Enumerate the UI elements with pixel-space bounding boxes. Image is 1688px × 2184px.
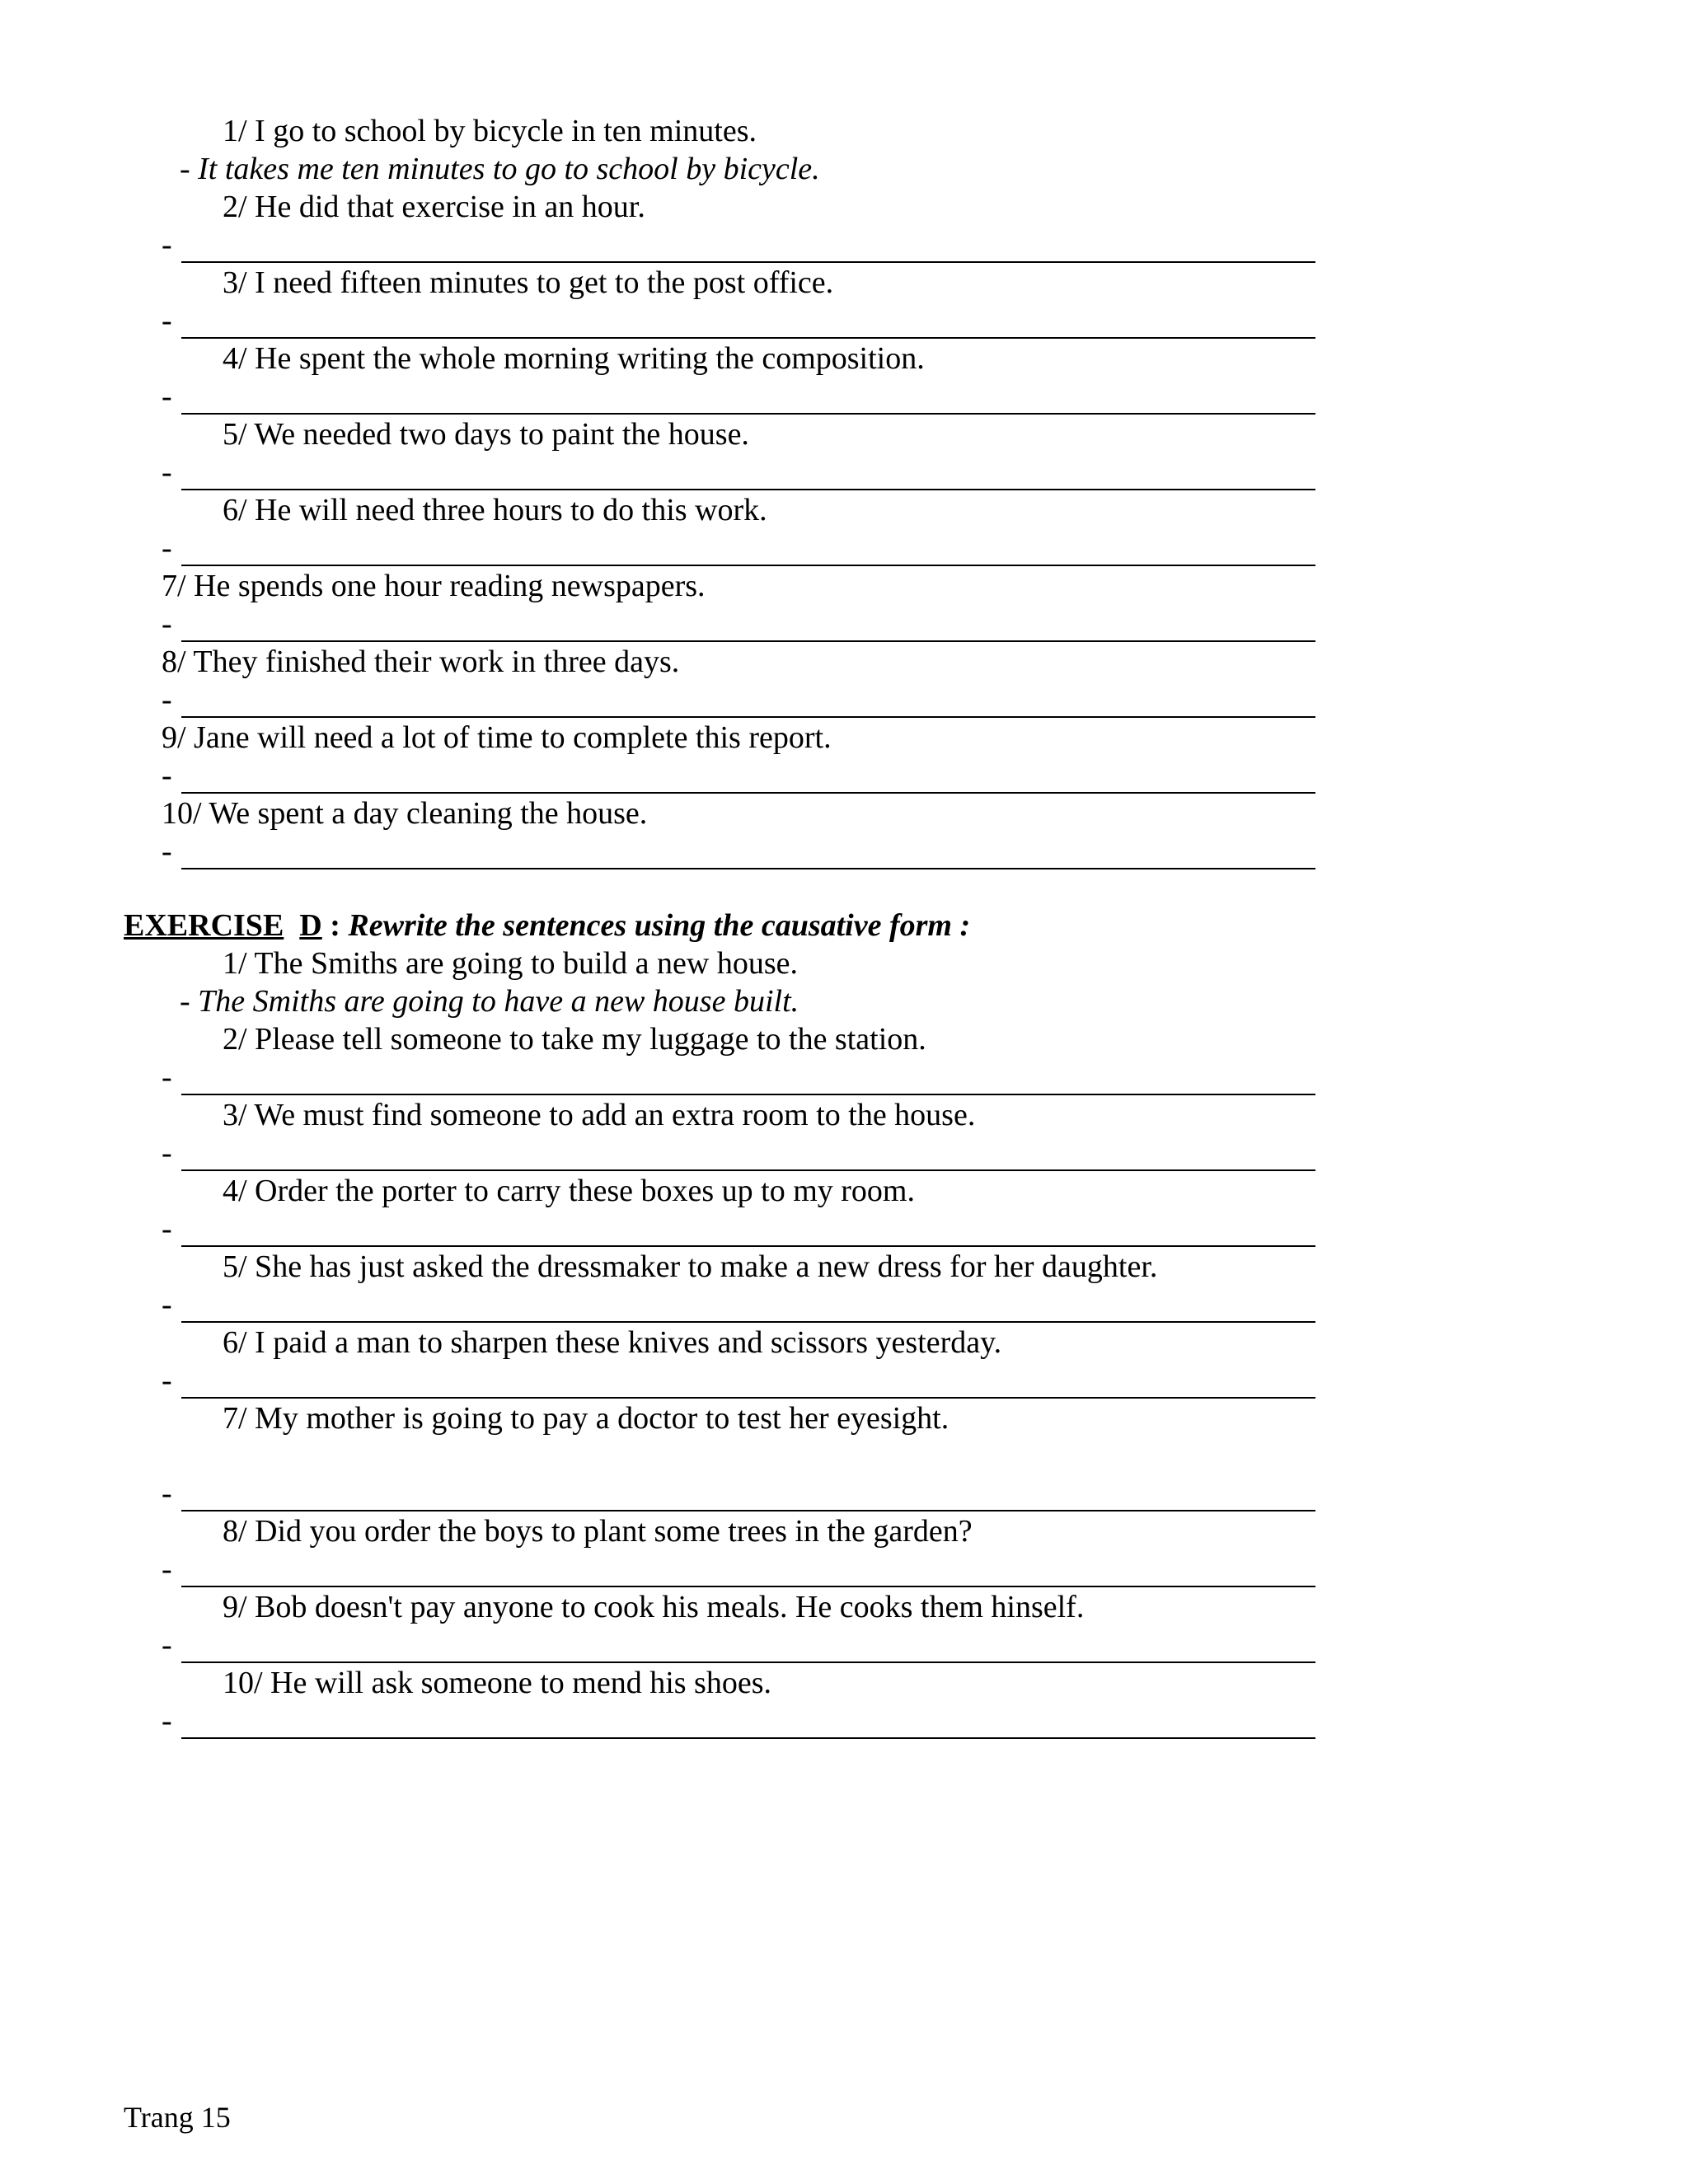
answer-line[interactable]: - [162,606,1315,642]
question-text: 6/ I paid a man to sharpen these knives and scissors yesterday. [223,1325,1002,1360]
answer-line[interactable]: - [162,1551,1315,1587]
exercise-label: EXERCISE [124,908,284,943]
exercise-instruction: Rewrite the sentences using the causative form : [348,908,971,943]
question-text: 5/ She has just asked the dressmaker to make a new dress for her daughter. [223,1249,1158,1284]
answer-line[interactable]: - [162,530,1315,566]
question-text: 1/ I go to school by bicycle in ten minutes. [223,114,757,148]
answer-line[interactable]: - [162,1475,1315,1511]
page-number: Trang 15 [124,2101,231,2134]
answer-line[interactable]: - [162,757,1315,794]
question-text: 9/ Jane will need a lot of time to complete this report. [162,720,832,755]
question-text: 2/ Please tell someone to take my luggage to the station. [223,1022,926,1057]
question-text: 6/ He will need three hours to do this work. [223,493,767,527]
question-text: 5/ We needed two days to paint the house. [223,417,749,452]
question-text: 10/ We spent a day cleaning the house. [162,796,648,831]
question-text: 7/ My mother is going to pay a doctor to test her eyesight. [223,1401,950,1436]
answer-line[interactable]: - [162,1211,1315,1247]
answer-line[interactable]: - [162,378,1315,415]
answer-line[interactable]: - [162,1135,1315,1171]
answer-line[interactable]: - [162,1286,1315,1323]
answer-line[interactable]: - [162,1627,1315,1663]
heading-separator: : [321,908,349,943]
answer-line[interactable]: - [162,682,1315,718]
question-text: 4/ He spent the whole morning writing the composition. [223,341,925,376]
example-answer: - The Smiths are going to have a new house built. [180,984,799,1019]
question-text: 9/ Bob doesn't pay anyone to cook his meals. He cooks them hinself. [223,1590,1085,1624]
question-text: 3/ We must find someone to add an extra room to the house. [223,1098,976,1132]
answer-line[interactable]: - [162,454,1315,490]
question-text: 10/ He will ask someone to mend his shoes. [223,1666,771,1700]
question-text: 8/ Did you order the boys to plant some trees in the garden? [223,1514,973,1549]
exercise-heading [124,907,970,944]
answer-line[interactable]: - [162,302,1315,339]
answer-line[interactable]: - [162,227,1315,263]
question-text: 3/ I need fifteen minutes to get to the post office. [223,265,834,300]
question-text: 2/ He did that exercise in an hour. [223,190,645,224]
example-answer: - It takes me ten minutes to go to school by bicycle. [180,152,820,186]
question-text: 4/ Order the porter to carry these boxes up to my room. [223,1174,915,1208]
answer-line[interactable]: - [162,1703,1315,1739]
question-text: 1/ The Smiths are going to build a new house. [223,946,798,981]
question-text: 7/ He spends one hour reading newspapers. [162,569,706,603]
exercise-letter: D [299,908,322,943]
answer-line[interactable]: - [162,1059,1315,1095]
answer-line[interactable]: - [162,1362,1315,1399]
answer-line[interactable]: - [162,833,1315,869]
question-text: 8/ They finished their work in three days. [162,644,680,679]
